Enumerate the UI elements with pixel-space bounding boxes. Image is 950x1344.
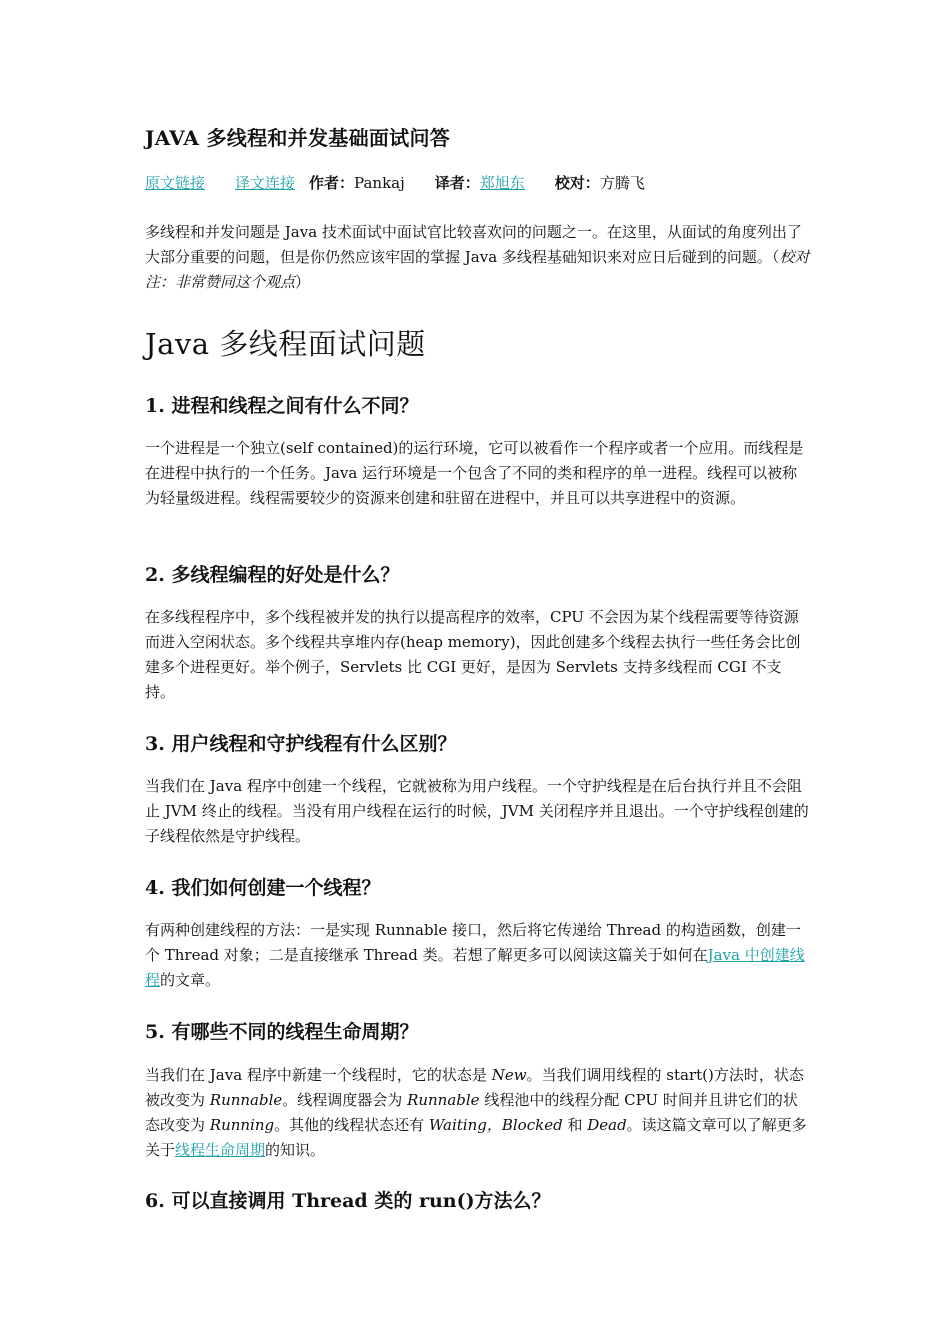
state-new: New	[491, 1066, 527, 1084]
q5-text-6: 和	[562, 1116, 588, 1134]
q5-text-4: 线程池中的线程分配 CPU 时间并且讲它们的状态改变为	[145, 1091, 798, 1134]
question-4-answer	[145, 918, 810, 993]
intro-text: 多线程和并发问题是 Java 技术面试中面试官比较喜欢问的问题之一。在这里，从面试的角度列出了大部分重要的问题，但是你仍然应该牢固的掌握 Java 多线程基础知识来对应日后碰到的问题。（	[145, 223, 802, 266]
state-runnable-2: Runnable	[407, 1091, 480, 1109]
question-1-answer: 一个进程是一个独立(self contained)的运行环境，它可以被看作一个程序或者一个应用。而线程是在进程中执行的一个任务。Java 运行环境是一个包含了不同的类和程序的单一进程。线程可以被称为轻量级进程。线程需要较少的资源来创建和驻留在进程中，并且可以共享进程中的资源。	[145, 439, 804, 507]
proofreader-name: 方腾飞	[599, 174, 645, 192]
original-article-link[interactable]: 原文链接	[145, 174, 206, 192]
question-6-heading: 6. 可以直接调用 Thread 类的 run()方法么？	[145, 1190, 551, 1212]
q5-text-7: 。读这篇文章可以了解更多关于	[145, 1116, 807, 1159]
intro-close: ）	[295, 273, 311, 291]
question-4-heading: 4. 我们如何创建一个线程？	[145, 877, 381, 899]
question-5-answer	[145, 1063, 810, 1163]
proofreader-label: 校对：	[554, 174, 600, 192]
translator-link[interactable]: 郑旭东	[479, 174, 525, 192]
intro-paragraph	[145, 220, 810, 295]
q5-text-3: 。线程调度器会为	[282, 1091, 408, 1109]
state-running: Running	[209, 1116, 275, 1134]
question-4-text: 有两种创建线程的方法：一是实现 Runnable 接口，然后将它传递给 Thread 的构造函数，创建一个 Thread 对象；二是直接继承 Thread 类。若想了解更多可以阅读这篇关于如何在	[145, 921, 801, 964]
question-4-text-end: 的文章。	[160, 971, 221, 989]
question-3-heading: 3. 用户线程和守护线程有什么区别？	[145, 733, 457, 755]
state-runnable: Runnable	[209, 1091, 283, 1109]
article-meta	[145, 172, 645, 193]
create-thread-link[interactable]: Java 中创建线程	[145, 946, 805, 989]
thread-lifecycle-link[interactable]: 线程生命周期	[175, 1141, 266, 1159]
author-name: Pankaj	[354, 174, 405, 192]
document-title: JAVA 多线程和并发基础面试问答	[145, 126, 451, 150]
section-title: Java 多线程面试问题	[145, 327, 426, 361]
translator-label: 译者：	[434, 174, 480, 192]
q5-text-1: 当我们在 Java 程序中新建一个线程时，它的状态是	[145, 1066, 492, 1084]
question-5-heading: 5. 有哪些不同的线程生命周期？	[145, 1021, 419, 1043]
proofreader-note: 校对注：非常赞同这个观点	[145, 248, 810, 291]
state-dead: Dead	[587, 1116, 627, 1134]
state-waiting-blocked: Waiting，Blocked	[428, 1116, 563, 1134]
question-3-answer: 当我们在 Java 程序中创建一个线程，它就被称为用户线程。一个守护线程是在后台执行并且不会阻止 JVM 终止的线程。当没有用户线程在运行的时候，JVM 关闭程序并且退出。一个守护线程创建的子线程依然是守护线程。	[145, 777, 809, 845]
question-1-heading: 1. 进程和线程之间有什么不同？	[145, 395, 419, 417]
question-2-answer: 在多线程程序中，多个线程被并发的执行以提高程序的效率，CPU 不会因为某个线程需要等待资源而进入空闲状态。多个线程共享堆内存(heap memory)，因此创建多个线程去执行一些任务会比创建多个进程更好。举个例子，Servlets 比 CGI 更好，是因为 Servlets 支持多线程而 CGI 不支持。	[145, 608, 801, 701]
q5-text-8: 的知识。	[265, 1141, 326, 1159]
question-2-heading: 2. 多线程编程的好处是什么？	[145, 564, 400, 586]
author-label: 作者：	[309, 174, 355, 192]
q5-text-5: 。其他的线程状态还有	[274, 1116, 429, 1134]
translation-link[interactable]: 译文连接	[235, 174, 296, 192]
q5-text-2: 。当我们调用线程的 start()方法时，状态被改变为	[145, 1066, 804, 1109]
